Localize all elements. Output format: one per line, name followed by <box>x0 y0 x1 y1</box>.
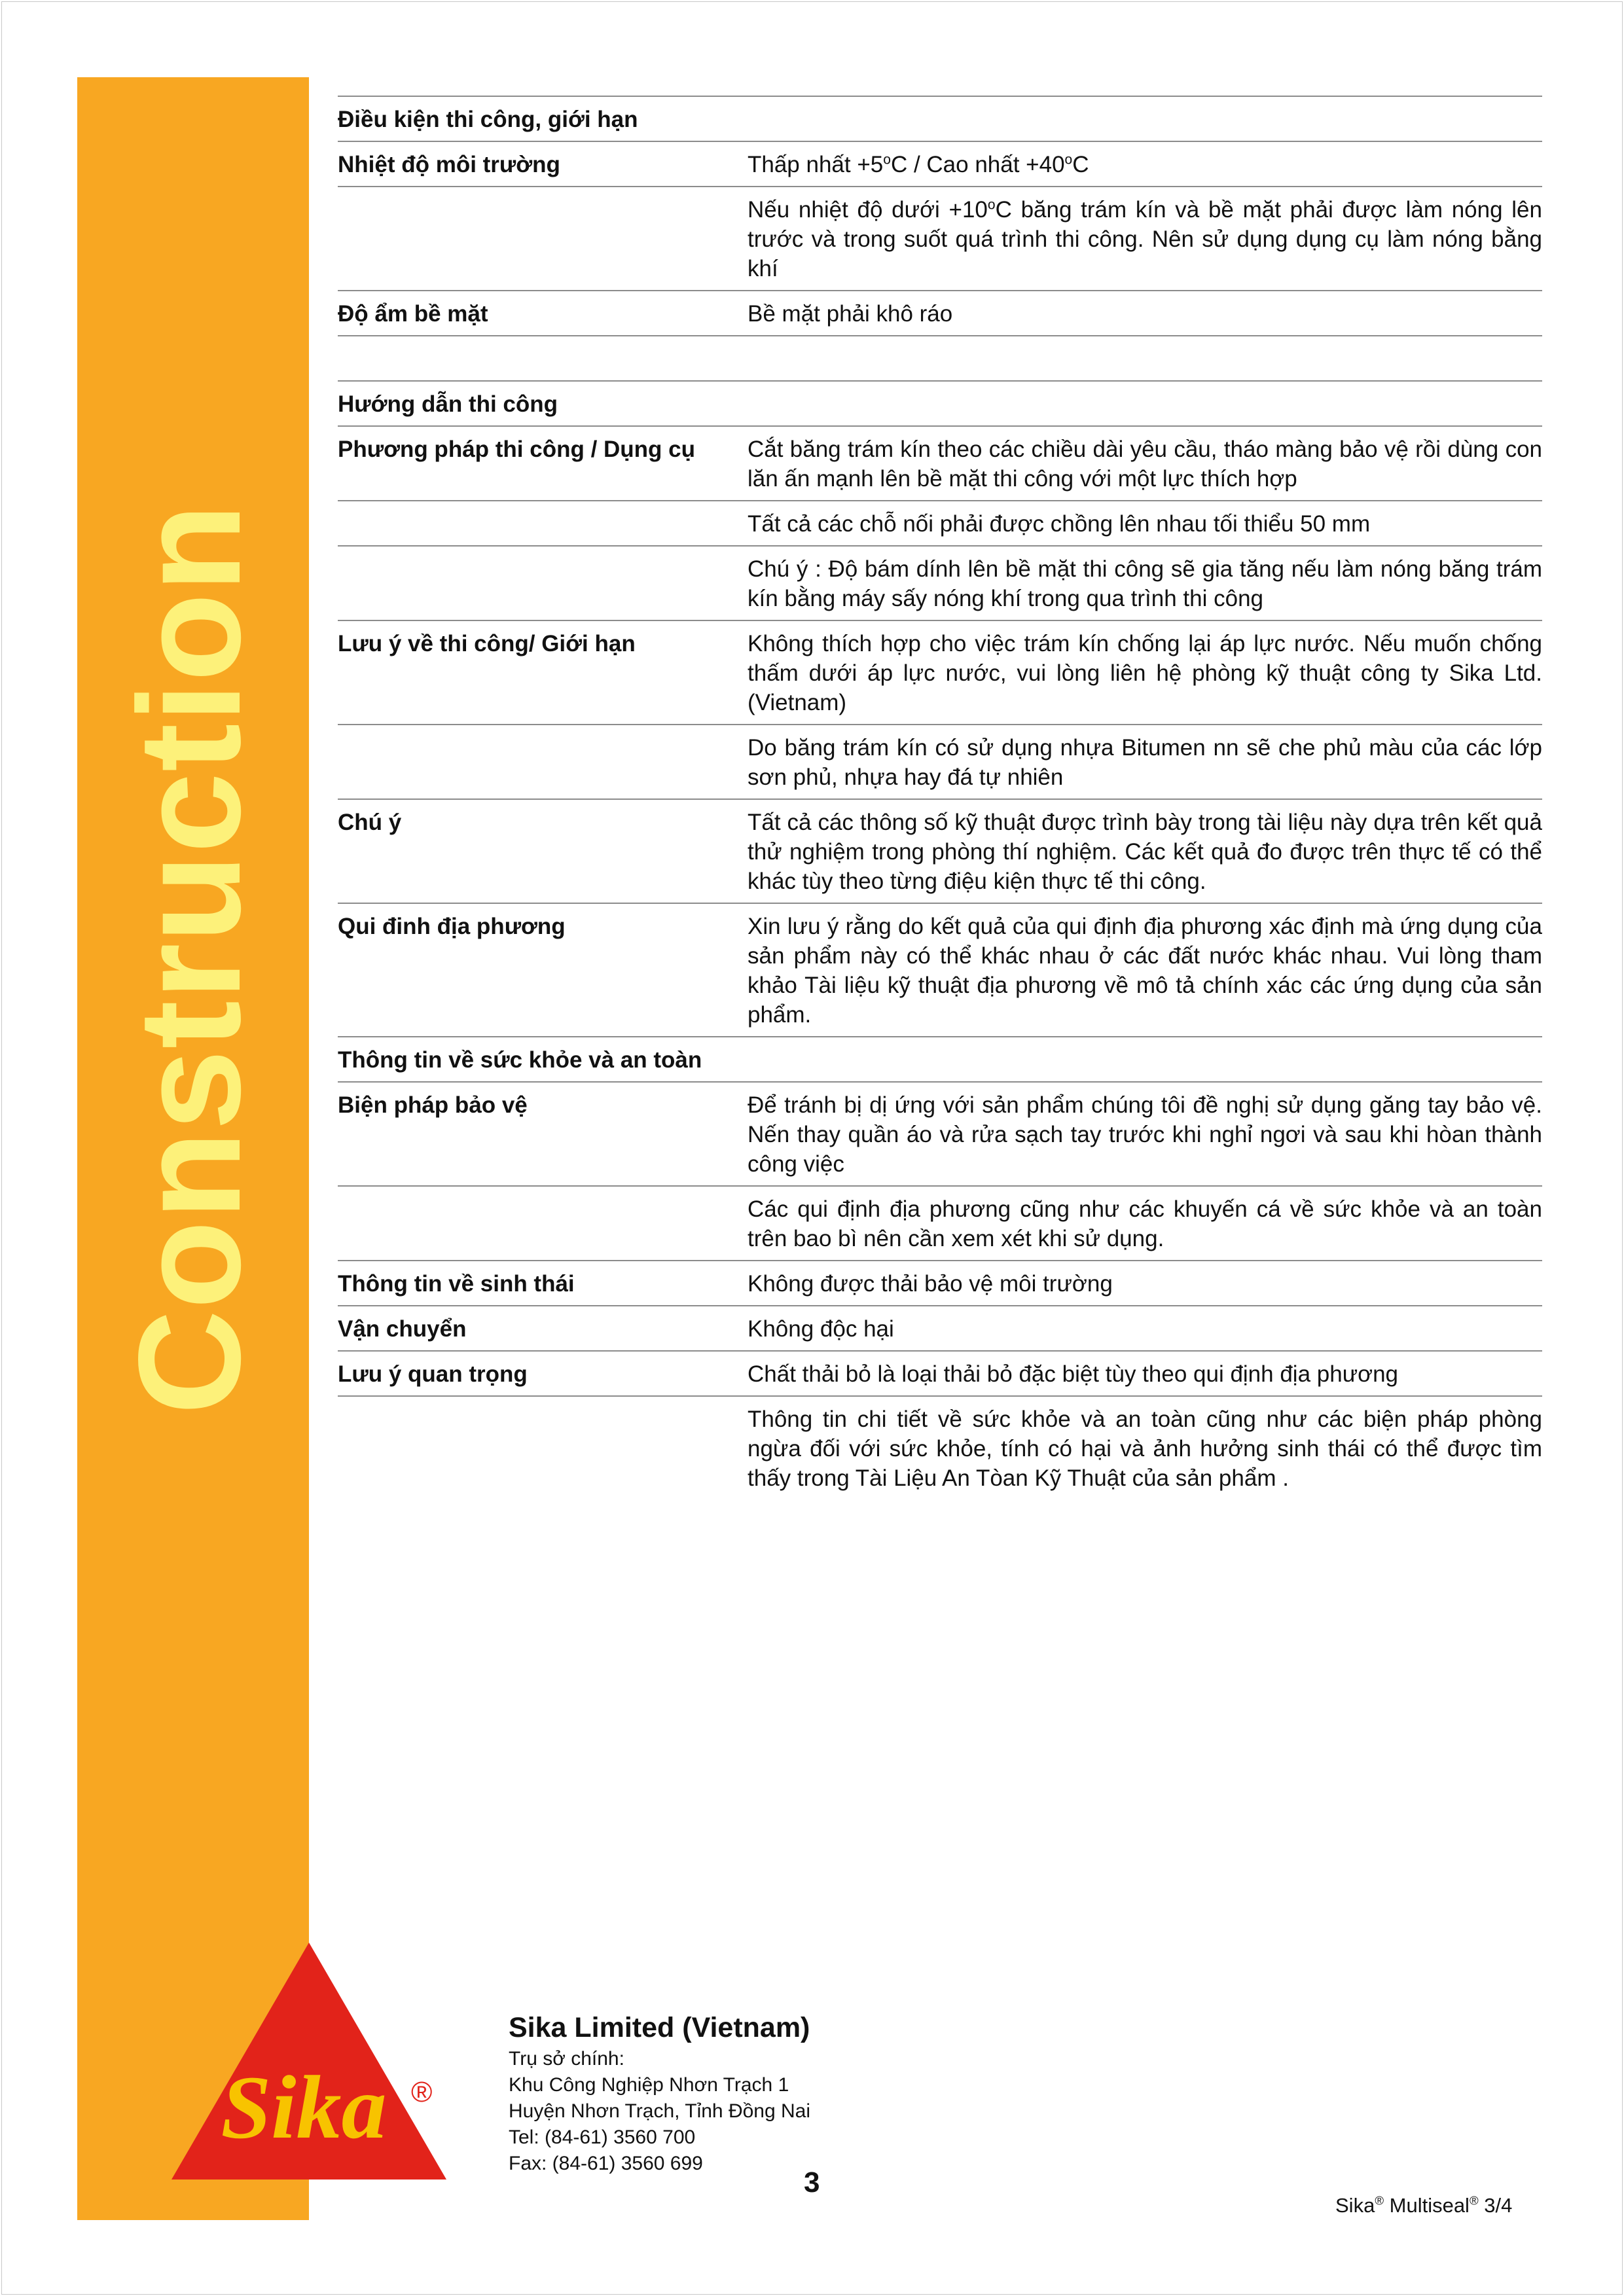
row-value: Xin lưu ý rằng do kết quả của qui định địa phương xác định mà ứng dụng của sản phẩm này có thể khác nhau ở các đất nước khác nhau. Vui lòng tham khảo Tài liệu kỹ thuật địa phương về mô tả chính xác các ứng dụng của sản phẩm. <box>748 914 1542 1028</box>
row-label <box>338 554 748 613</box>
row-label <box>338 1405 748 1493</box>
row-label: Độ ẩm bề mặt <box>338 301 488 327</box>
row-label <box>338 509 748 539</box>
logo-text: Sika <box>221 2057 387 2157</box>
table-row <box>338 1397 1542 1499</box>
section-header <box>338 96 1542 141</box>
row-value: Tất cả các chỗ nối phải được chồng lên nhau tối thiểu 50 mm <box>748 511 1371 537</box>
row-label: Chú ý <box>338 810 402 835</box>
row-label: Thông tin về sinh thái <box>338 1271 575 1297</box>
section-header <box>338 1036 1542 1081</box>
row-value: Để tránh bị dị ứng với sản phẩm chúng tôi đề nghị sử dụng găng tay bảo vệ. Nến thay quần áo và rửa sạch tay trước khi nghỉ ngơi và sau khi hòan thành công việc <box>748 1092 1542 1177</box>
table-row <box>338 1185 1542 1260</box>
row-label: Nhiệt độ môi trường <box>338 152 560 177</box>
sika-logo <box>171 1943 446 2179</box>
registered-mark: ® <box>411 2076 433 2108</box>
table-row <box>338 141 1542 186</box>
table-row <box>338 545 1542 620</box>
table-row <box>338 724 1542 798</box>
table-row <box>338 1305 1542 1350</box>
row-value: Chất thải bỏ là loại thải bỏ đặc biệt tùy theo qui định địa phương <box>748 1361 1399 1387</box>
table-row <box>338 1350 1542 1397</box>
company-name: Sika Limited (Vietnam) <box>509 2012 810 2043</box>
row-value: Các qui định địa phương cũng như các khuyến cá về sức khỏe và an toàn trên bao bì nên cần xem xét khi sử dụng. <box>748 1196 1542 1251</box>
address-line: Trụ sở chính: <box>509 2048 624 2070</box>
section-title: Thông tin về sức khỏe và an toàn <box>338 1047 702 1073</box>
content-table <box>338 96 1542 1499</box>
row-value: Nếu nhiệt độ dưới $+10^oC$ băng trám kín và bề mặt phải được làm nóng lên trước và trong suốt quá trình thi công. Nên sử dụng dụng cụ làm nóng bằng khí <box>748 197 1542 281</box>
row-value: Không được thải bảo vệ môi trường <box>748 1271 1113 1297</box>
table-row <box>338 1081 1542 1185</box>
phone-line: Tel: (84-61) 3560 700 <box>509 2126 696 2148</box>
row-value: Chú ý : Độ bám dính lên bề mặt thi công sẽ gia tăng nếu làm nóng băng trám kín bằng máy sấy nóng khí trong qua trình thi công <box>748 556 1542 611</box>
section-title: Điều kiện thi công, giới hạn <box>338 107 638 132</box>
row-label <box>338 1194 748 1253</box>
table-row <box>338 903 1542 1036</box>
address-line: Khu Công Nghiệp Nhơn Trạch 1 <box>509 2074 789 2096</box>
table-row <box>338 186 1542 290</box>
address-line: Huyện Nhơn Trạch, Tỉnh Đồng Nai <box>509 2100 811 2122</box>
table-row <box>338 500 1542 545</box>
row-value: Không độc hại <box>748 1316 894 1342</box>
sidebar-title: Construction <box>109 503 271 1415</box>
row-label <box>338 195 748 283</box>
row-value: Cắt băng trám kín theo các chiều dài yêu cầu, tháo màng bảo vệ rồi dùng con lăn ấn mạnh lên bề mặt thi công với một lực thích hợp <box>748 437 1542 492</box>
table-row <box>338 425 1542 500</box>
row-label: Phương pháp thi công / Dụng cụ <box>338 437 696 462</box>
row-value: Do băng trám kín có sử dụng nhựa Bitumen nn sẽ che phủ màu của các lớp sơn phủ, nhựa hay đá tự nhiên <box>748 735 1542 790</box>
row-value: Thấp nhất $+5^oC$ / Cao nhất $+40^oC$ <box>748 152 1089 177</box>
row-value: Không thích hợp cho việc trám kín chống lại áp lực nước. Nếu muốn chống thấm dưới áp lực nước, vui lòng liên hệ phòng kỹ thuật công ty Sika Ltd. (Vietnam) <box>748 631 1542 715</box>
table-row <box>338 798 1542 903</box>
row-label: Lưu ý quan trọng <box>338 1361 528 1387</box>
row-value: Tất cả các thông số kỹ thuật được trình bày trong tài liệu này dựa trên kết quả thử nghiệm trong phòng thí nghiệm. Các kết quả đo được trên thực tế có thể khác tùy theo từng điệu kiện thực tế thi công. <box>748 810 1542 894</box>
table-row <box>338 290 1542 336</box>
row-label: Qui đinh địa phương <box>338 914 566 939</box>
row-label: Lưu ý về thi công/ Giới hạn <box>338 631 636 656</box>
row-label <box>338 733 748 792</box>
row-label: Biện pháp bảo vệ <box>338 1092 528 1118</box>
row-value: Bề mặt phải khô ráo <box>748 301 953 327</box>
fax-line: Fax: (84-61) 3560 699 <box>509 2153 703 2174</box>
row-value: Thông tin chi tiết về sức khỏe và an toàn cũng như các biện pháp phòng ngừa đối với sức khỏe, tính có hại và ảnh hưởng sinh thái có thể được tìm thấy trong Tài Liệu An Tòan Kỹ Thuật của sản phẩm . <box>748 1407 1542 1491</box>
row-label: Vận chuyển <box>338 1316 467 1342</box>
product-name-pagination: Sika® Multiseal® 3/4 <box>1335 2193 1513 2217</box>
section-header <box>338 380 1542 425</box>
section-title: Hướng dẫn thi công <box>338 391 558 417</box>
table-row <box>338 1260 1542 1305</box>
table-row <box>338 620 1542 724</box>
page-number: 3 <box>804 2166 820 2198</box>
company-address <box>509 2009 810 2177</box>
